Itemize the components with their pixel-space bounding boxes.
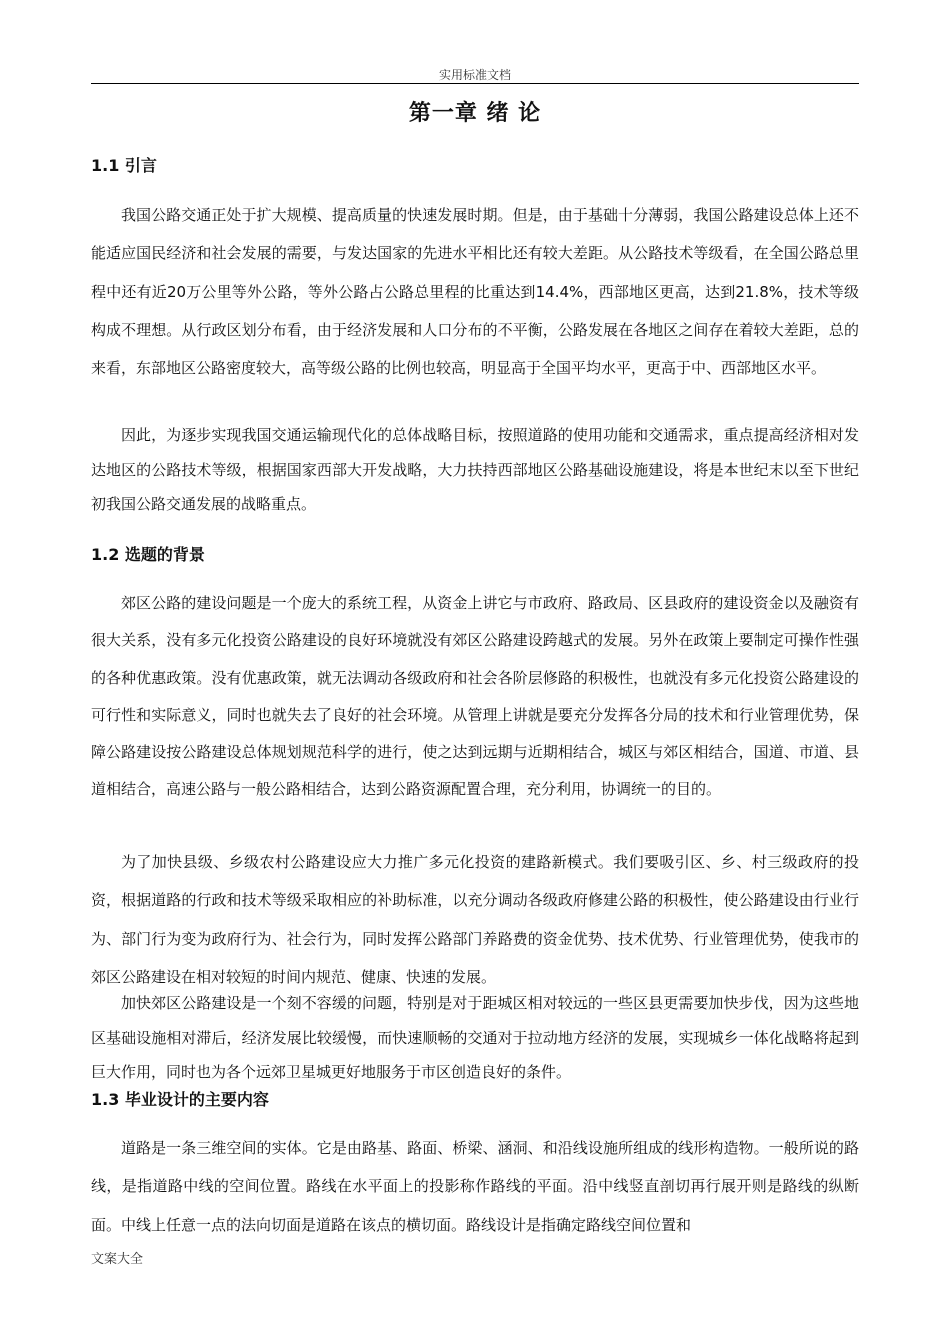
header-rule: [91, 83, 859, 84]
section-heading-1-2: 1.2 选题的背景: [91, 545, 205, 564]
section-heading-1-1: 1.1 引言: [91, 156, 157, 175]
paragraph-background-2: 为了加快县级、乡级农村公路建设应大力推广多元化投资的建路新模式。我们要吸引区、乡、村三级政府的投资，根据道路的行政和技术等级采取相应的补助标准，以充分调动各级政府修建公路的积极性，使公路建设由行业行为、部门行为变为政府行为、社会行为，同时发挥公路部门养路费的资金优势、技术优势、行业管理优势，使我市的郊区公路建设在相对较短的时间内规范、健康、快速的发展。: [91, 853, 859, 986]
paragraph-intro-2: 因此，为逐步实现我国交通运输现代化的总体战略目标，按照道路的使用功能和交通需求，重点提高经济相对发达地区的公路技术等级，根据国家西部大开发战略，大力扶持西部地区公路基础设施建设，将是本世纪末以至下世纪初我国公路交通发展的战略重点。: [91, 426, 859, 513]
paragraph-content-1: 道路是一条三维空间的实体。它是由路基、路面、桥梁、涵洞、和沿线设施所组成的线形构造物。一般所说的路线，是指道路中线的空间位置。路线在水平面上的投影称作路线的平面。沿中线竖直剖切再行展开则是路线的纵断面。中线上任意一点的法向切面是道路在该点的横切面。路线设计是指确定路线空间位置和: [91, 1139, 859, 1234]
page-header: 实用标准文档: [438, 68, 511, 82]
chapter-title: 第一章 绪 论: [408, 101, 542, 126]
page-footer: 文案大全: [91, 1252, 144, 1267]
paragraph-background-3: 加快郊区公路建设是一个刻不容缓的问题，特别是对于距城区相对较远的一些区县更需要加快步伐，因为这些地区基础设施相对滞后，经济发展比较缓慢，而快速顺畅的交通对于拉动地方经济的发展，实现城乡一体化战略将起到巨大作用，同时也为各个远郊卫星城更好地服务于市区创造良好的条件。: [91, 994, 859, 1081]
paragraph-intro-1: 我国公路交通正处于扩大规模、提高质量的快速发展时期。但是，由于基础十分薄弱，我国公路建设总体上还不能适应国民经济和社会发展的需要，与发达国家的先进水平相比还有较大差距。从公路技术等级看，在全国公路总里程中还有近20万公里等外公路，等外公路占公路总里程的比重达到14.4%，西部地区更高，达到21.8%，技术等级构成不理想。从行政区划分布看，由于经济发展和人口分布的不平衡，公路发展在各地区之间存在着较大差距，总的来看，东部地区公路密度较大，高等级公路的比例也较高，明显高于全国平均水平，更高于中、西部地区水平。: [91, 206, 859, 378]
section-heading-1-3: 1.3 毕业设计的主要内容: [91, 1090, 269, 1109]
paragraph-background-1: 郊区公路的建设问题是一个庞大的系统工程，从资金上讲它与市政府、路政局、区县政府的建设资金以及融资有很大关系，没有多元化投资公路建设的良好环境就没有郊区公路建设跨越式的发展。另外在政策上要制定可操作性强的各种优惠政策。没有优惠政策，就无法调动各级政府和社会各阶层修路的积极性，也就没有多元化投资公路建设的可行性和实际意义，同时也就失去了良好的社会环境。从管理上讲就是要充分发挥各分局的技术和行业管理优势，保障公路建设按公路建设总体规划规范科学的进行，使之达到远期与近期相结合，城区与郊区相结合，国道、市道、县道相结合，高速公路与一般公路相结合，达到公路资源配置合理，充分利用，协调统一的目的。: [91, 594, 859, 799]
